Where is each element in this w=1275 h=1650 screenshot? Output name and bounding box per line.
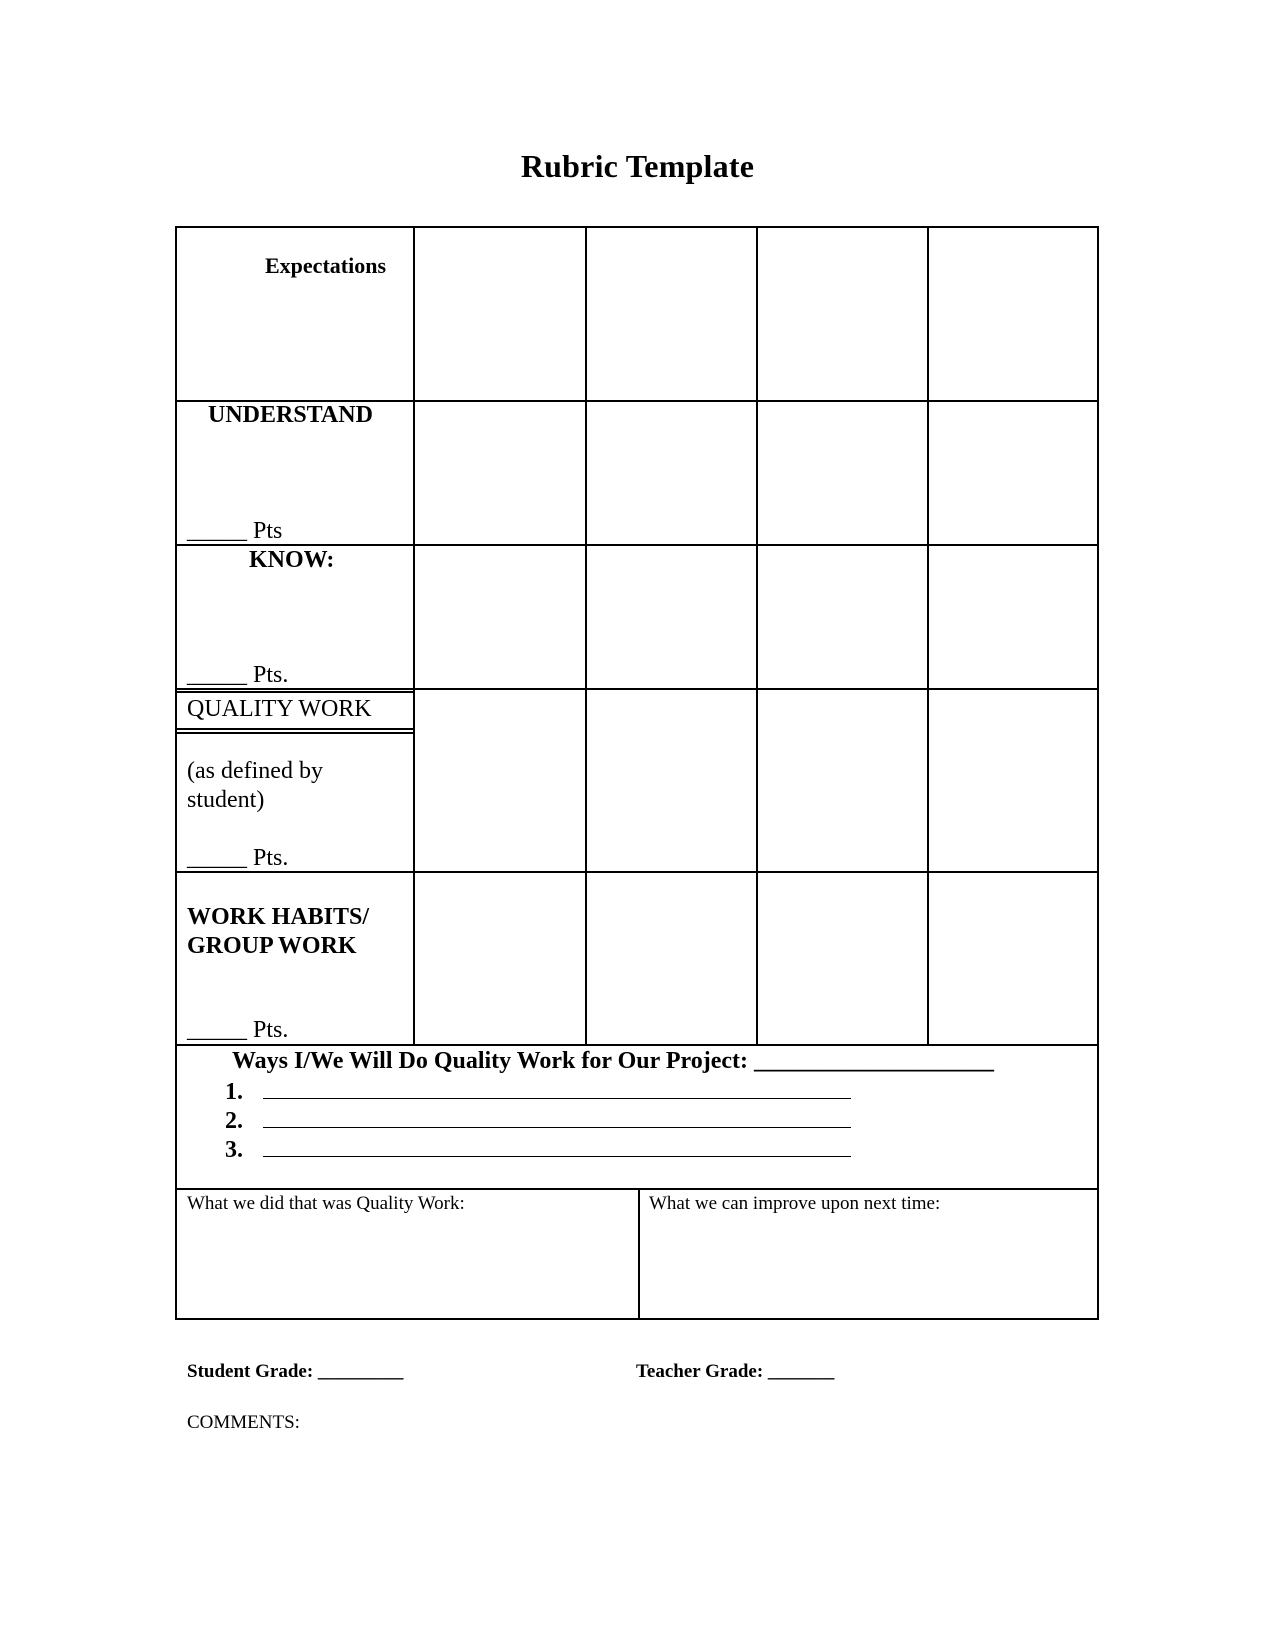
- row-divider: [177, 688, 1097, 690]
- quality-desc-line1: (as defined by: [187, 758, 323, 784]
- understand-label: UNDERSTAND: [208, 402, 373, 428]
- student-grade: Student Grade: _________: [187, 1361, 404, 1382]
- teacher-grade: Teacher Grade: _______: [636, 1361, 835, 1382]
- ways-item-blank: [263, 1076, 851, 1099]
- know-pts: _____ Pts.: [187, 662, 289, 688]
- column-divider: [756, 228, 758, 1044]
- row-divider: [177, 1188, 1097, 1190]
- page-title: Rubric Template: [520, 148, 755, 184]
- ways-item-number: 1.: [225, 1079, 243, 1105]
- quality-label-divider: [177, 732, 413, 734]
- ways-item-number: 3.: [225, 1137, 243, 1163]
- ways-item: [225, 1105, 851, 1136]
- ways-item: [225, 1076, 851, 1107]
- comments-label: COMMENTS:: [187, 1412, 300, 1433]
- ways-item: [225, 1134, 851, 1165]
- did-quality-label: What we did that was Quality Work:: [187, 1193, 465, 1214]
- quality-label-divider: [177, 691, 413, 693]
- know-label: KNOW:: [249, 547, 335, 573]
- habits-label-line1: WORK HABITS/: [187, 904, 370, 930]
- row-divider: [177, 1044, 1097, 1046]
- habits-pts: _____ Pts.: [187, 1017, 289, 1043]
- quality-label-divider: [177, 728, 413, 730]
- habits-label-line2: GROUP WORK: [187, 933, 357, 959]
- rubric-table: [175, 226, 1099, 1320]
- column-divider: [585, 228, 587, 1044]
- understand-pts: _____ Pts: [187, 518, 283, 544]
- ways-item-blank: [263, 1105, 851, 1128]
- reflection-divider: [638, 1188, 640, 1318]
- ways-item-blank: [263, 1134, 851, 1157]
- quality-pts: _____ Pts.: [187, 845, 289, 871]
- quality-desc-line2: student): [187, 787, 265, 813]
- row-divider: [177, 871, 1097, 873]
- improve-label: What we can improve upon next time:: [649, 1193, 941, 1214]
- expectations-header: Expectations: [265, 253, 386, 278]
- column-divider: [413, 228, 415, 1044]
- ways-heading: Ways I/We Will Do Quality Work for Our Project: ____________________: [232, 1048, 995, 1074]
- quality-label: QUALITY WORK: [187, 696, 372, 722]
- column-divider: [927, 228, 929, 1044]
- ways-item-number: 2.: [225, 1108, 243, 1134]
